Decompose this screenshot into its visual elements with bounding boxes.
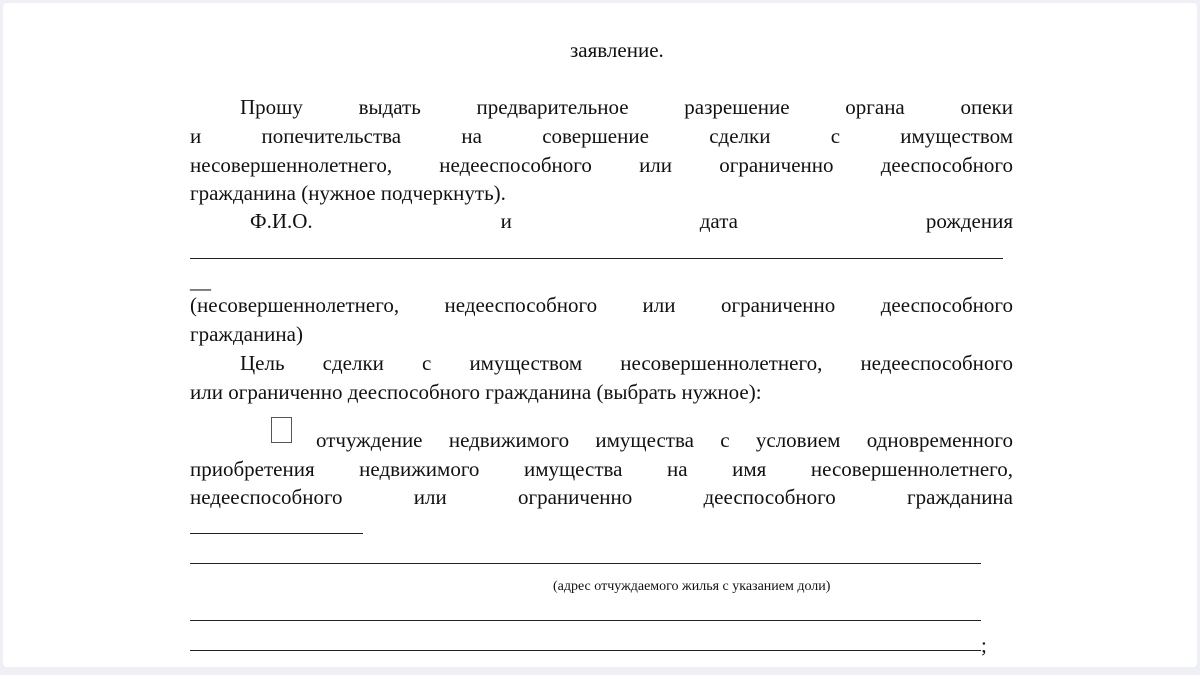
fio-caption-line: (несовершеннолетнего, недееспособного или ограниченно дееспособного [190, 293, 1013, 317]
paragraph-line: гражданина (нужное подчеркнуть). [190, 181, 506, 205]
fio-caption-line: гражданина) [190, 322, 303, 346]
address-blank-line[interactable] [190, 563, 981, 564]
paragraph-line: и попечительства на совершение сделки с имуществом [190, 124, 1013, 148]
paragraph-line: Прошу выдать предварительное разрешение органа опеки [240, 95, 1013, 119]
option-line: отчуждение недвижимого имущества с условием одновременного [316, 428, 1013, 452]
fio-blank-line[interactable] [190, 258, 1003, 259]
document-title: заявление. [570, 38, 664, 62]
purpose-line: или ограниченно дееспособного гражданина (выбрать нужное): [190, 380, 762, 404]
option-checkbox[interactable] [271, 417, 292, 443]
option-line: недееспособного или ограниченно дееспособного гражданина [190, 485, 1013, 509]
document-page [3, 3, 1197, 667]
fio-short-blank: __ [190, 269, 211, 293]
fio-label: Ф.И.О. и дата рождения [250, 209, 1013, 233]
end-semicolon: ; [981, 633, 987, 657]
blank-line[interactable] [190, 620, 981, 621]
address-caption: (адрес отчуждаемого жилья с указанием доли) [553, 579, 831, 594]
blank-line[interactable] [190, 533, 363, 534]
paragraph-line: несовершеннолетнего, недееспособного или ограниченно дееспособного [190, 153, 1013, 177]
option-line: приобретения недвижимого имущества на имя несовершеннолетнего, [190, 457, 1013, 481]
purpose-line: Цель сделки с имуществом несовершеннолетнего, недееспособного [240, 351, 1013, 375]
blank-line[interactable] [190, 650, 981, 651]
